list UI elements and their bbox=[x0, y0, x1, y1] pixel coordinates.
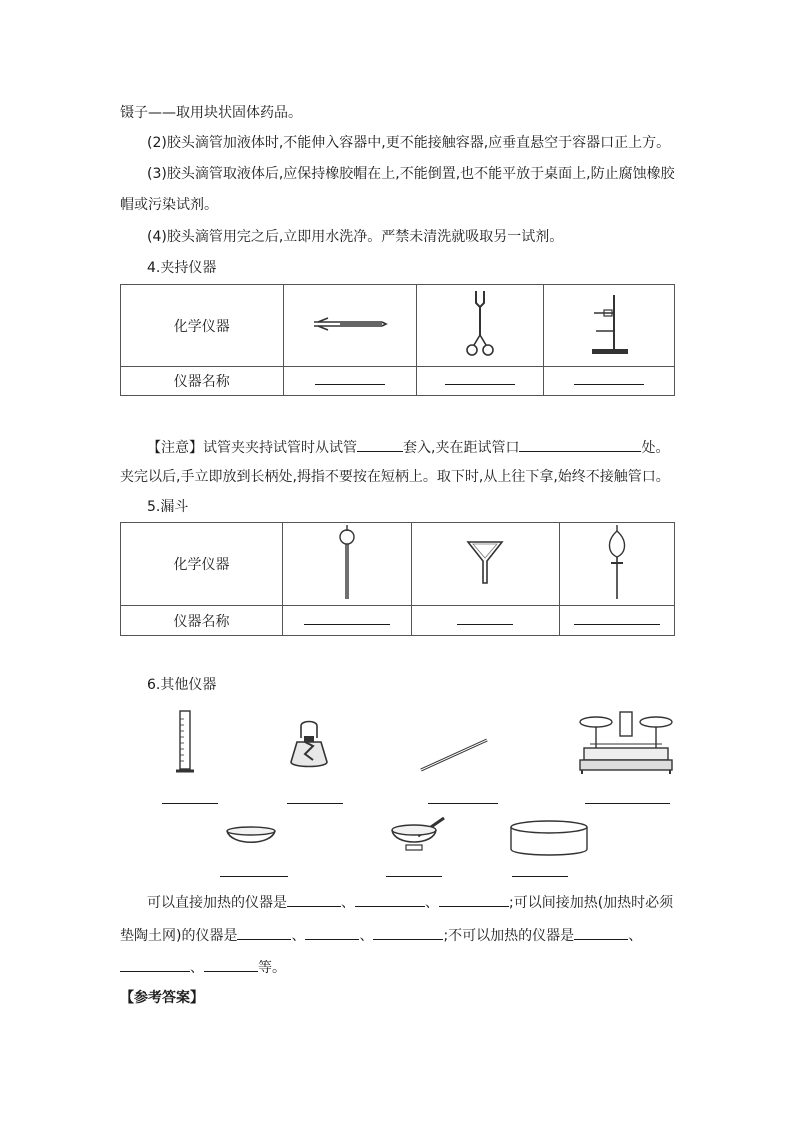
answer-blank[interactable] bbox=[355, 892, 425, 907]
answer-blank[interactable] bbox=[386, 876, 442, 877]
clamping-instruments-table bbox=[120, 284, 675, 396]
iron-stand-icon bbox=[584, 291, 634, 357]
answer-blank[interactable] bbox=[574, 374, 644, 385]
para-tweezers: 镊子——取用块状固体药品。 bbox=[120, 105, 302, 121]
answer-blank[interactable] bbox=[428, 803, 498, 804]
beaker-icon bbox=[508, 819, 590, 859]
answer-blank[interactable] bbox=[287, 892, 341, 907]
test-tube-holder-icon bbox=[460, 289, 500, 359]
graduated-cylinder-icon bbox=[174, 709, 196, 775]
answer-blank[interactable] bbox=[519, 437, 641, 452]
note-prefix: 【注意】 bbox=[147, 440, 203, 456]
heating-line-2: 垫陶土网)的仪器是 、 、 ;不可以加热的仪器是 、 bbox=[120, 925, 642, 946]
row-label-instrument: 化学仪器 bbox=[121, 523, 283, 606]
answer-blank[interactable] bbox=[237, 925, 291, 940]
para-dropper-3a: (3)胶头滴管取液体后,应保持橡胶帽在上,不能倒置,也不能平放于桌面上,防止腐蚀橡胶 bbox=[147, 166, 675, 182]
answer-blank[interactable] bbox=[457, 614, 513, 625]
glass-rod-icon bbox=[418, 737, 490, 773]
answer-blank[interactable] bbox=[120, 957, 190, 972]
answer-blank[interactable] bbox=[574, 925, 628, 940]
section-heading-funnel: 5.漏斗 bbox=[147, 499, 189, 515]
test-tube-holder-cell bbox=[417, 285, 544, 367]
answer-blank[interactable] bbox=[574, 614, 660, 625]
heating-line-1: 可以直接加热的仪器是 、 、 ;可以间接加热(加热时必须 bbox=[147, 892, 673, 913]
answer-blank[interactable] bbox=[305, 925, 359, 940]
note-line-1: 【注意】试管夹夹持试管时从试管 套入,夹在距试管口 处。 bbox=[147, 437, 669, 458]
answer-blank[interactable] bbox=[287, 803, 343, 804]
section-heading-clamping: 4.夹持仪器 bbox=[147, 260, 217, 276]
answer-blank[interactable] bbox=[439, 892, 509, 907]
mortar-and-pestle-icon bbox=[388, 814, 448, 856]
answer-blank[interactable] bbox=[162, 803, 218, 804]
funnel-table bbox=[120, 522, 675, 636]
iron-stand-cell bbox=[544, 285, 675, 367]
para-dropper-4: (4)胶头滴管用完之后,立即用水洗净。严禁未清洗就吸取另一试剂。 bbox=[147, 229, 564, 245]
crucible-tongs-icon bbox=[310, 314, 390, 334]
para-dropper-2: (2)胶头滴管加液体时,不能伸入容器中,更不能接触容器,应垂直悬空于容器口正上方。 bbox=[147, 135, 671, 151]
answer-blank[interactable] bbox=[304, 614, 390, 625]
answer-blank[interactable] bbox=[512, 876, 568, 877]
balance-icon bbox=[576, 708, 676, 776]
row-label-name: 仪器名称 bbox=[121, 606, 283, 636]
funnel-icon bbox=[465, 539, 505, 585]
answer-blank[interactable] bbox=[585, 803, 670, 804]
answer-blank[interactable] bbox=[204, 957, 258, 972]
answer-heading: 【参考答案】 bbox=[120, 990, 204, 1006]
separatory-funnel-cell bbox=[560, 523, 675, 606]
long-neck-funnel-cell bbox=[283, 523, 412, 606]
long-neck-funnel-icon bbox=[332, 523, 362, 601]
answer-blank[interactable] bbox=[220, 876, 288, 877]
para-dropper-3b: 帽或污染试剂。 bbox=[120, 197, 218, 213]
alcohol-lamp-icon bbox=[287, 716, 331, 776]
evaporating-dish-icon bbox=[225, 826, 277, 848]
answer-blank[interactable] bbox=[315, 374, 385, 385]
row-label-instrument: 化学仪器 bbox=[121, 285, 284, 367]
row-label-name: 仪器名称 bbox=[121, 367, 284, 396]
separatory-funnel-icon bbox=[602, 523, 632, 601]
note-line-2: 夹完以后,手立即放到长柄处,拇指不要按在短柄上。取下时,从上往下拿,始终不接触管口。 bbox=[120, 469, 670, 485]
section-heading-others: 6.其他仪器 bbox=[147, 677, 217, 693]
answer-blank[interactable] bbox=[445, 374, 515, 385]
answer-blank[interactable] bbox=[373, 925, 443, 940]
funnel-cell bbox=[411, 523, 559, 606]
answer-blank[interactable] bbox=[357, 437, 403, 452]
crucible-tongs-cell bbox=[283, 285, 417, 367]
heating-line-3: 、 等。 bbox=[120, 957, 286, 978]
